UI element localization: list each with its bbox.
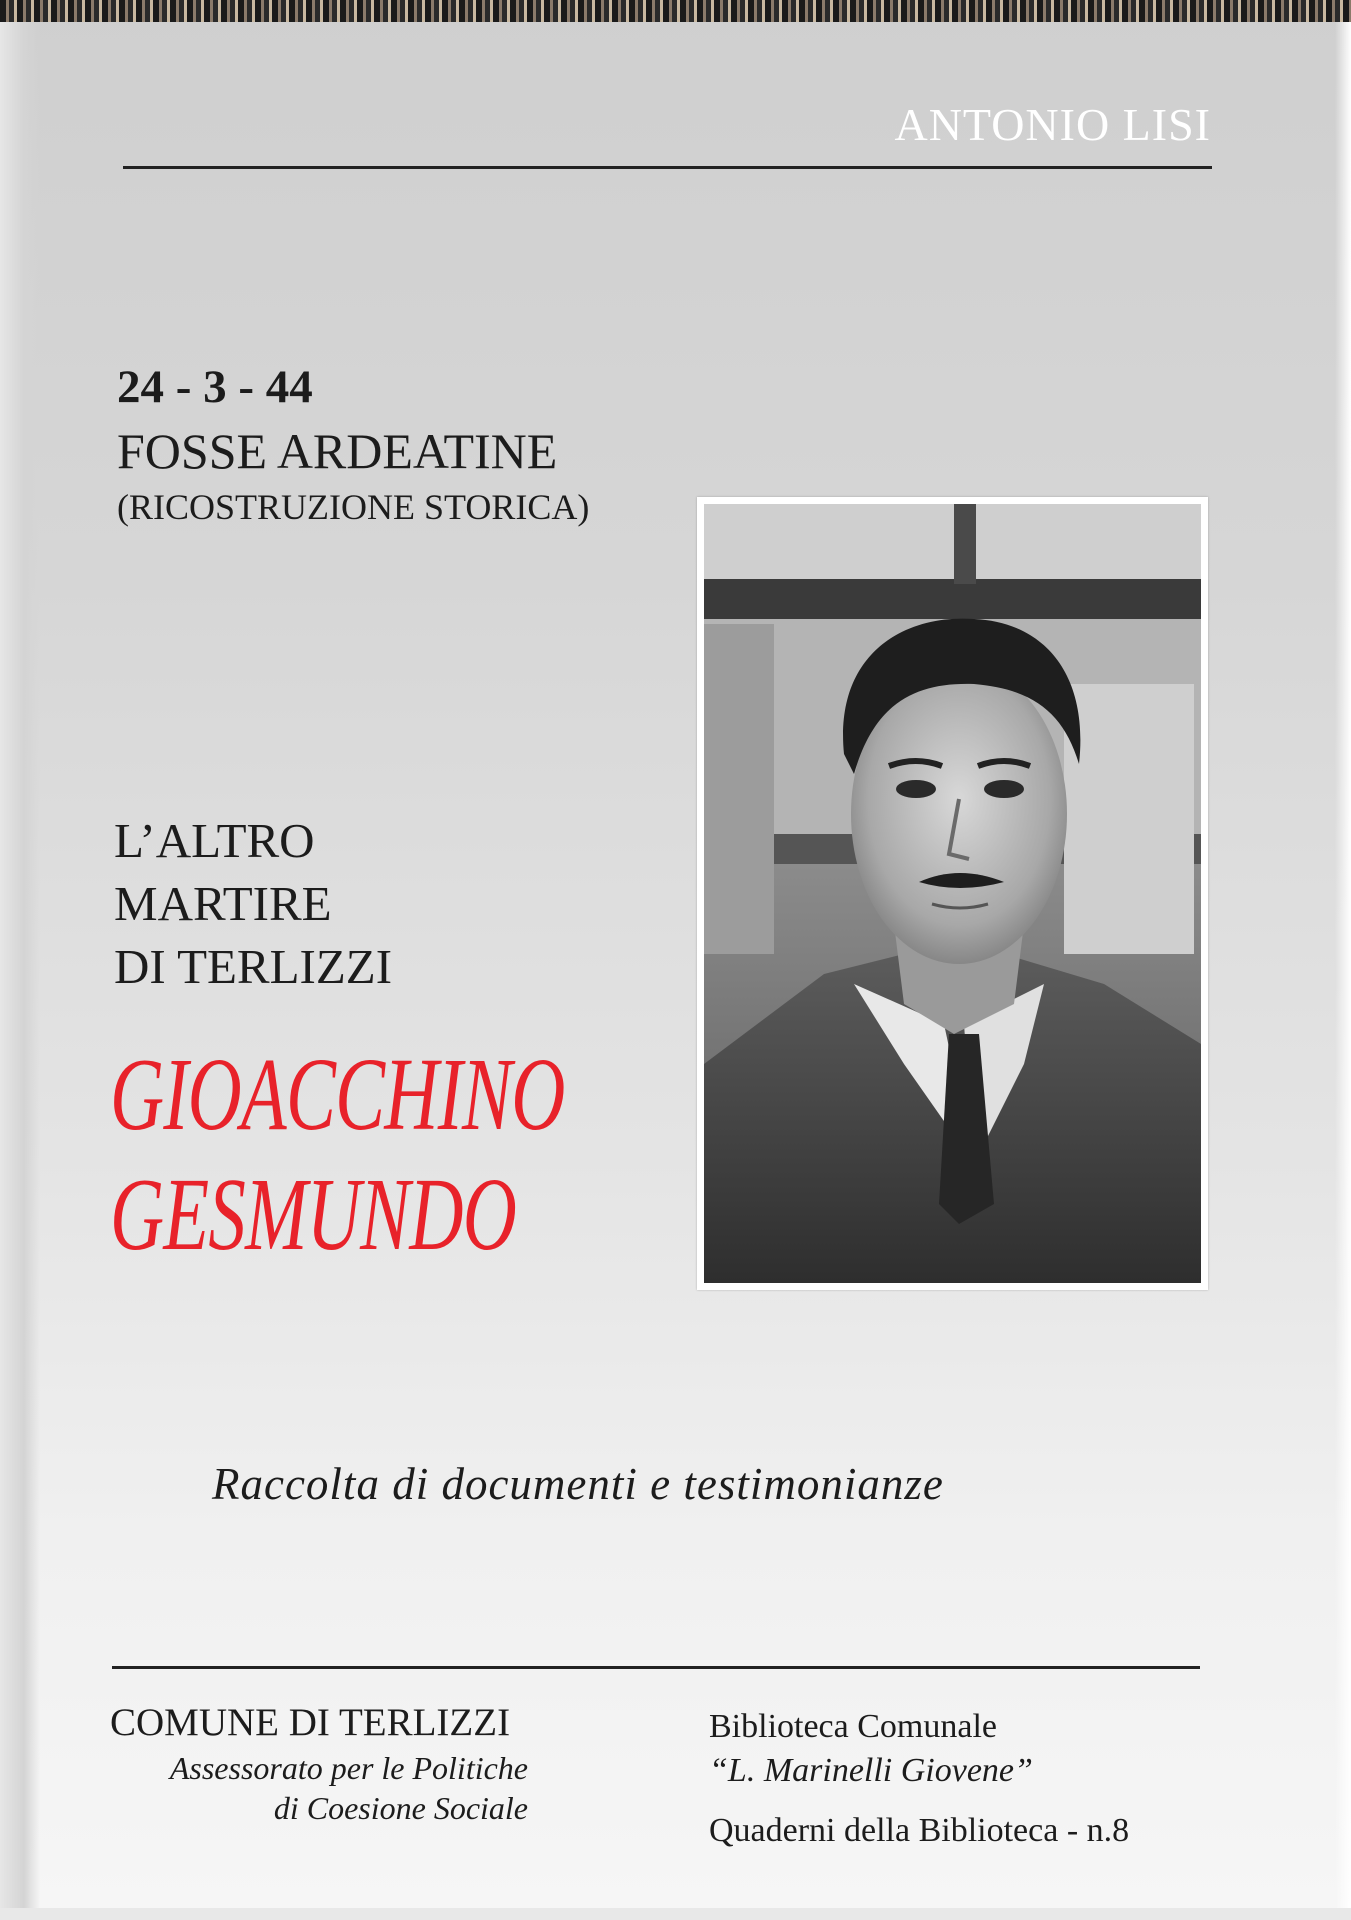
publisher-department-line: Assessorato per le Politiche — [169, 1750, 528, 1786]
cover-bottom-edge — [0, 1908, 1351, 1920]
bottom-divider — [112, 1666, 1200, 1669]
heading-line: L’ALTRO — [114, 813, 315, 868]
library-name: Biblioteca Comunale — [709, 1708, 997, 1745]
subtitle: (RICOSTRUZIONE STORICA) — [117, 487, 590, 527]
subject-first-name: GIOACCHINO — [110, 1037, 565, 1152]
publisher-name: COMUNE DI TERLIZZI — [110, 1701, 511, 1744]
cover-spine-edge — [0, 22, 40, 1920]
series-label: Quaderni della Biblioteca - n.8 — [709, 1812, 1130, 1849]
library-dedication: “L. Marinelli Giovene” — [709, 1752, 1033, 1789]
subject-last-name: GESMUNDO — [110, 1157, 517, 1272]
portrait-photo-frame — [697, 497, 1208, 1290]
author-name: ANTONIO LISI — [894, 99, 1211, 150]
heading-line: DI TERLIZZI — [114, 939, 393, 994]
top-divider — [123, 166, 1212, 169]
event-date: 24 - 3 - 44 — [117, 361, 313, 413]
portrait-photo — [704, 504, 1201, 1283]
heading-line: MARTIRE — [114, 876, 332, 931]
scan-top-edge — [0, 0, 1351, 22]
cover-right-edge — [1335, 22, 1351, 1920]
tagline: Raccolta di documenti e testimonianze — [212, 1459, 944, 1509]
event-place: FOSSE ARDEATINE — [117, 423, 558, 479]
publisher-department-line: di Coesione Sociale — [273, 1790, 528, 1826]
